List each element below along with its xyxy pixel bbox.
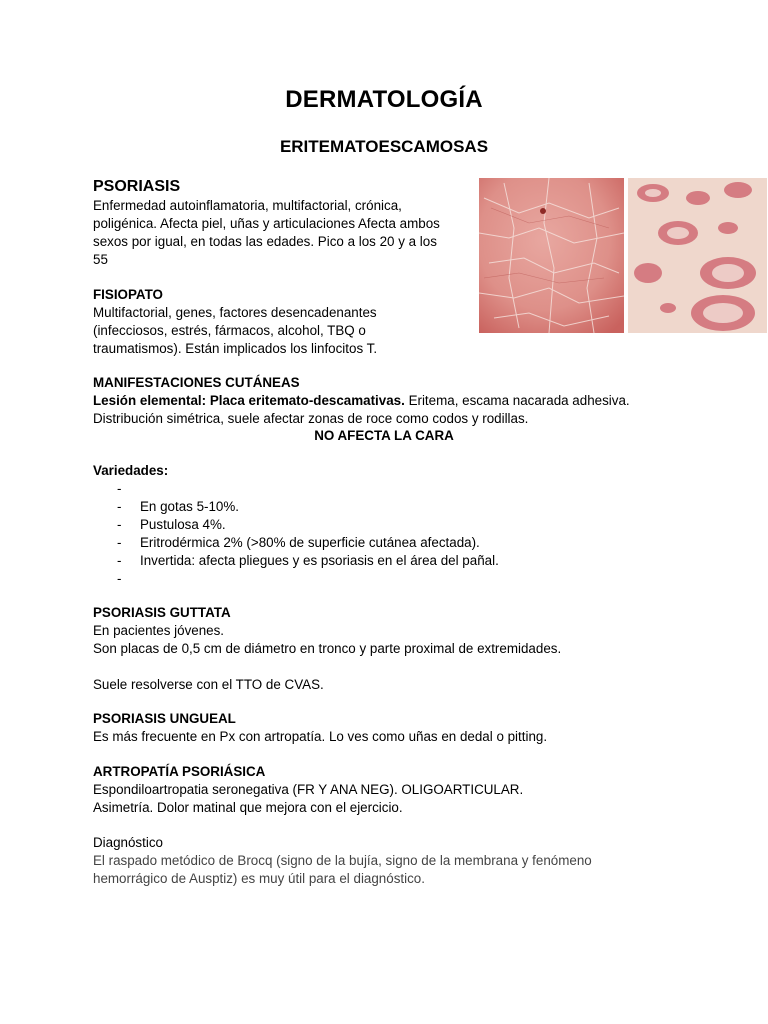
- distribucion-line: Distribución simétrica, suele afectar zonas de roce como codos y rodillas.: [93, 411, 529, 426]
- variedades-heading: Variedades:: [93, 463, 169, 478]
- list-item: - Eritrodérmica 2% (>80% de superficie cutánea afectada).: [117, 535, 480, 550]
- psoriasis-line-3: sexos por igual, en todas las edades. Pico a los 20 y a los: [93, 234, 437, 249]
- guttata-line-2: Son placas de 0,5 cm de diámetro en tronco y parte proximal de extremidades.: [93, 641, 562, 656]
- psoriasis-line-4: 55: [93, 252, 108, 267]
- ungueal-heading: PSORIASIS UNGUEAL: [93, 711, 236, 726]
- psoriasis-lesions-photo: [628, 178, 767, 333]
- list-item: - Invertida: afecta pliegues y es psoriasis en el área del pañal.: [117, 553, 499, 568]
- psoriasis-plaque-photo: [479, 178, 624, 333]
- guttata-heading: PSORIASIS GUTTATA: [93, 605, 231, 620]
- no-afecta-cara-warning: NO AFECTA LA CARA: [314, 428, 454, 443]
- artropatia-line-1: Espondiloartropatia seronegativa (FR Y ANA NEG). OLIGOARTICULAR.: [93, 782, 524, 797]
- guttata-line-1: En pacientes jóvenes.: [93, 623, 225, 638]
- lesion-line: [93, 392, 630, 410]
- diagnostico-line-1: El raspado metódico de Brocq (signo de la bujía, signo de la membrana y fenómeno: [93, 853, 592, 868]
- diagnostico-heading: Diagnóstico: [93, 835, 163, 850]
- psoriasis-heading: PSORIASIS: [93, 178, 181, 195]
- variedades-list: [93, 480, 653, 588]
- diagnostico-line-2: hemorrágico de Ausptiz) es muy útil para el diagnóstico.: [93, 871, 425, 886]
- guttata-line-3: Suele resolverse con el TTO de CVAS.: [93, 677, 324, 692]
- psoriasis-line-1: Enfermedad autoinflamatoria, multifactorial, crónica,: [93, 198, 402, 213]
- artropatia-line-2: Asimetría. Dolor matinal que mejora con el ejercicio.: [93, 800, 403, 815]
- fisiopato-heading: FISIOPATO: [93, 287, 163, 302]
- list-item: - Pustulosa 4%.: [117, 517, 226, 532]
- artropatia-heading: ARTROPATÍA PSORIÁSICA: [93, 764, 266, 779]
- list-item: -: [117, 571, 122, 586]
- list-item: -: [117, 481, 122, 496]
- lesion-text: Eritema, escama nacarada adhesiva.: [404, 393, 630, 408]
- cutaneas-heading: MANIFESTACIONES CUTÁNEAS: [93, 375, 300, 390]
- fisiopato-line-3: traumatismos). Están implicados los linfocitos T.: [93, 341, 378, 356]
- lesion-label: Lesión elemental: Placa eritemato-descamativas.: [93, 393, 405, 408]
- fisiopato-line-2: (infecciosos, estrés, fármacos, alcohol, TBQ o: [93, 323, 366, 338]
- psoriasis-line-2: poligénica. Afecta piel, uñas y articulaciones Afecta ambos: [93, 216, 440, 231]
- page-subtitle: ERITEMATOESCAMOSAS: [279, 137, 489, 156]
- ungueal-line-1: Es más frecuente en Px con artropatía. Lo ves como uñas en dedal o pitting.: [93, 729, 548, 744]
- list-item: - En gotas 5-10%.: [117, 499, 240, 514]
- page-title: DERMATOLOGÍA: [285, 86, 483, 113]
- fisiopato-line-1: Multifactorial, genes, factores desencadenantes: [93, 305, 377, 320]
